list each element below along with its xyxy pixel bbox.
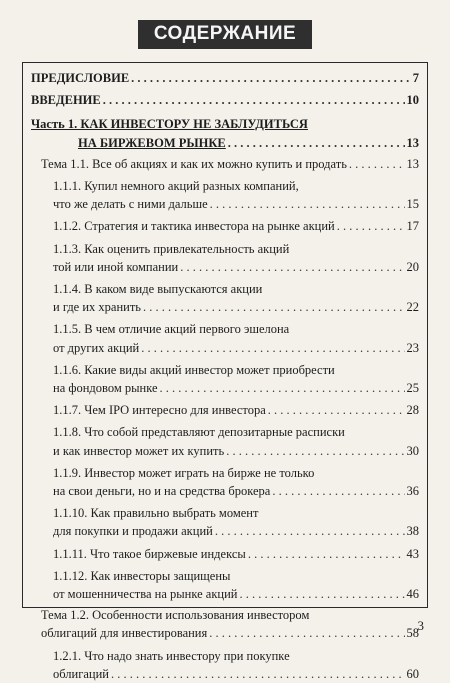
- toc-page-number: 58: [406, 626, 419, 641]
- toc-page-number: 7: [412, 71, 419, 85]
- dot-leader: [337, 217, 405, 235]
- toc-entry-text-cont: от других акций: [53, 340, 140, 355]
- toc-entry-text-cont: облигаций для инвестирования: [41, 626, 208, 641]
- toc-entry-1-1-11[interactable]: [31, 545, 419, 563]
- toc-page-number: 46: [406, 587, 419, 602]
- toc-entry-text: 1.1.5. В чем отличие акций первого эшелона: [53, 322, 290, 337]
- toc-entry-1-1-12[interactable]: [31, 567, 419, 603]
- toc-entry-1-1-2[interactable]: [31, 217, 419, 235]
- dot-leader: [228, 134, 405, 152]
- toc-entry-text-cont: той или иной компании: [53, 259, 179, 274]
- toc-page-number: 23: [406, 340, 419, 355]
- dot-leader: [272, 482, 404, 500]
- toc-entry-text-cont: и где их хранить: [53, 300, 142, 315]
- toc-entry-text: 1.1.2. Стратегия и тактика инвестора на рынке акций: [53, 219, 335, 234]
- toc-entry-1-1-10[interactable]: [31, 504, 419, 540]
- dot-leader: [210, 195, 405, 213]
- toc-page-number: 22: [406, 300, 419, 315]
- toc-entry-text: Тема 1.1. Все об акциях и как их можно купить и продать: [41, 156, 347, 171]
- toc-entry-1-1-4[interactable]: [31, 280, 419, 316]
- toc-entry-preface[interactable]: [31, 69, 419, 87]
- dot-leader: [141, 339, 404, 357]
- toc-entry-1-1-9[interactable]: [31, 464, 419, 500]
- toc-entry-text-cont: и как инвестор может их купить: [53, 443, 225, 458]
- dot-leader: [349, 155, 405, 173]
- toc-entry-text: 1.2.1. Что надо знать инвестору при покупке: [53, 648, 290, 663]
- toc-page-number: 17: [406, 219, 419, 234]
- toc-entry-text: 1.1.11. Что такое биржевые индексы: [53, 546, 246, 561]
- toc-page-number: 15: [406, 197, 419, 212]
- toc-entry-1-1-3[interactable]: [31, 240, 419, 276]
- dot-leader: [226, 442, 404, 460]
- toc-page-number: 43: [406, 546, 419, 561]
- toc-page-number: 13: [406, 156, 419, 171]
- toc-entry-text-cont: на фондовом рынке: [53, 381, 158, 396]
- toc-entry-1-1-5[interactable]: [31, 320, 419, 356]
- toc-entry-text: 1.1.12. Как инвесторы защищены: [53, 568, 231, 583]
- page-number: 3: [417, 618, 424, 633]
- toc-entry-text: 1.1.4. В каком виде выпускаются акции: [53, 282, 263, 297]
- toc-entry-1-1-6[interactable]: [31, 361, 419, 397]
- toc-entry-text: 1.1.9. Инвестор может играть на бирже не только: [53, 465, 315, 480]
- toc-entry-1-2-1[interactable]: [31, 647, 419, 683]
- toc-entry-text: 1.1.1. Купил немного акций разных компаний,: [53, 179, 299, 194]
- table-of-contents: [22, 62, 428, 681]
- toc-entry-text: 1.1.3. Как оценить привлекательность акций: [53, 241, 290, 256]
- toc-entry-text: 1.1.7. Чем IPO интересно для инвестора: [53, 403, 266, 418]
- toc-entry-part-1[interactable]: [31, 115, 419, 151]
- dot-leader: [209, 624, 404, 642]
- dot-leader: [131, 69, 411, 87]
- toc-entry-1-1-7[interactable]: [31, 401, 419, 419]
- toc-entry-text-cont: на свои деньги, но и на средства брокера: [53, 484, 271, 499]
- toc-page-number: 60: [406, 666, 419, 681]
- dot-leader: [103, 91, 405, 109]
- toc-entry-text: Тема 1.2. Особенности использования инвестором: [41, 608, 310, 623]
- toc-entry-text: 1.1.6. Какие виды акций инвестор может приобрести: [53, 362, 335, 377]
- page-title: СОДЕРЖАНИЕ: [138, 20, 312, 49]
- toc-entry-topic-1-2[interactable]: [31, 606, 419, 642]
- toc-page-number: 10: [406, 93, 419, 108]
- title-wrap: [0, 20, 450, 49]
- toc-entry-1-1-1[interactable]: [31, 177, 419, 213]
- dot-leader: [180, 258, 404, 276]
- toc-entry-text: Часть 1. КАК ИНВЕСТОРУ НЕ ЗАБЛУДИТЬСЯ: [31, 117, 308, 132]
- toc-entry-text: 1.1.8. Что собой представляют депозитарные расписки: [53, 425, 345, 440]
- toc-entry-text: ВВЕДЕНИЕ: [31, 93, 101, 108]
- toc-entry-intro[interactable]: [31, 91, 419, 109]
- toc-entry-text: 1.1.10. Как правильно выбрать момент: [53, 506, 259, 521]
- toc-entry-topic-1-1[interactable]: [31, 155, 419, 173]
- dot-leader: [248, 545, 405, 563]
- toc-entry-text-cont: для покупки и продажи акций: [53, 524, 213, 539]
- toc-entry-1-1-8[interactable]: [31, 423, 419, 459]
- toc-entry-text-cont: что же делать с ними дальше: [53, 197, 208, 212]
- toc-page-number: 13: [406, 135, 419, 150]
- toc-page-number: 38: [406, 524, 419, 539]
- toc-page-number: 30: [406, 443, 419, 458]
- toc-page-number: 36: [406, 484, 419, 499]
- dot-leader: [268, 401, 405, 419]
- dot-leader: [160, 379, 405, 397]
- dot-leader: [239, 585, 404, 603]
- toc-entry-text-cont: от мошенничества на рынке акций: [53, 587, 238, 602]
- toc-entry-text: ПРЕДИСЛОВИЕ: [31, 71, 130, 85]
- toc-entry-text-cont: НА БИРЖЕВОМ РЫНКЕ: [78, 135, 226, 150]
- dot-leader: [215, 522, 405, 540]
- toc-page-number: 20: [406, 259, 419, 274]
- toc-entry-text-cont: облигаций: [53, 666, 109, 681]
- dot-leader: [143, 298, 404, 316]
- toc-page-number: 28: [406, 403, 419, 418]
- dot-leader: [111, 665, 405, 683]
- toc-page-number: 25: [406, 381, 419, 396]
